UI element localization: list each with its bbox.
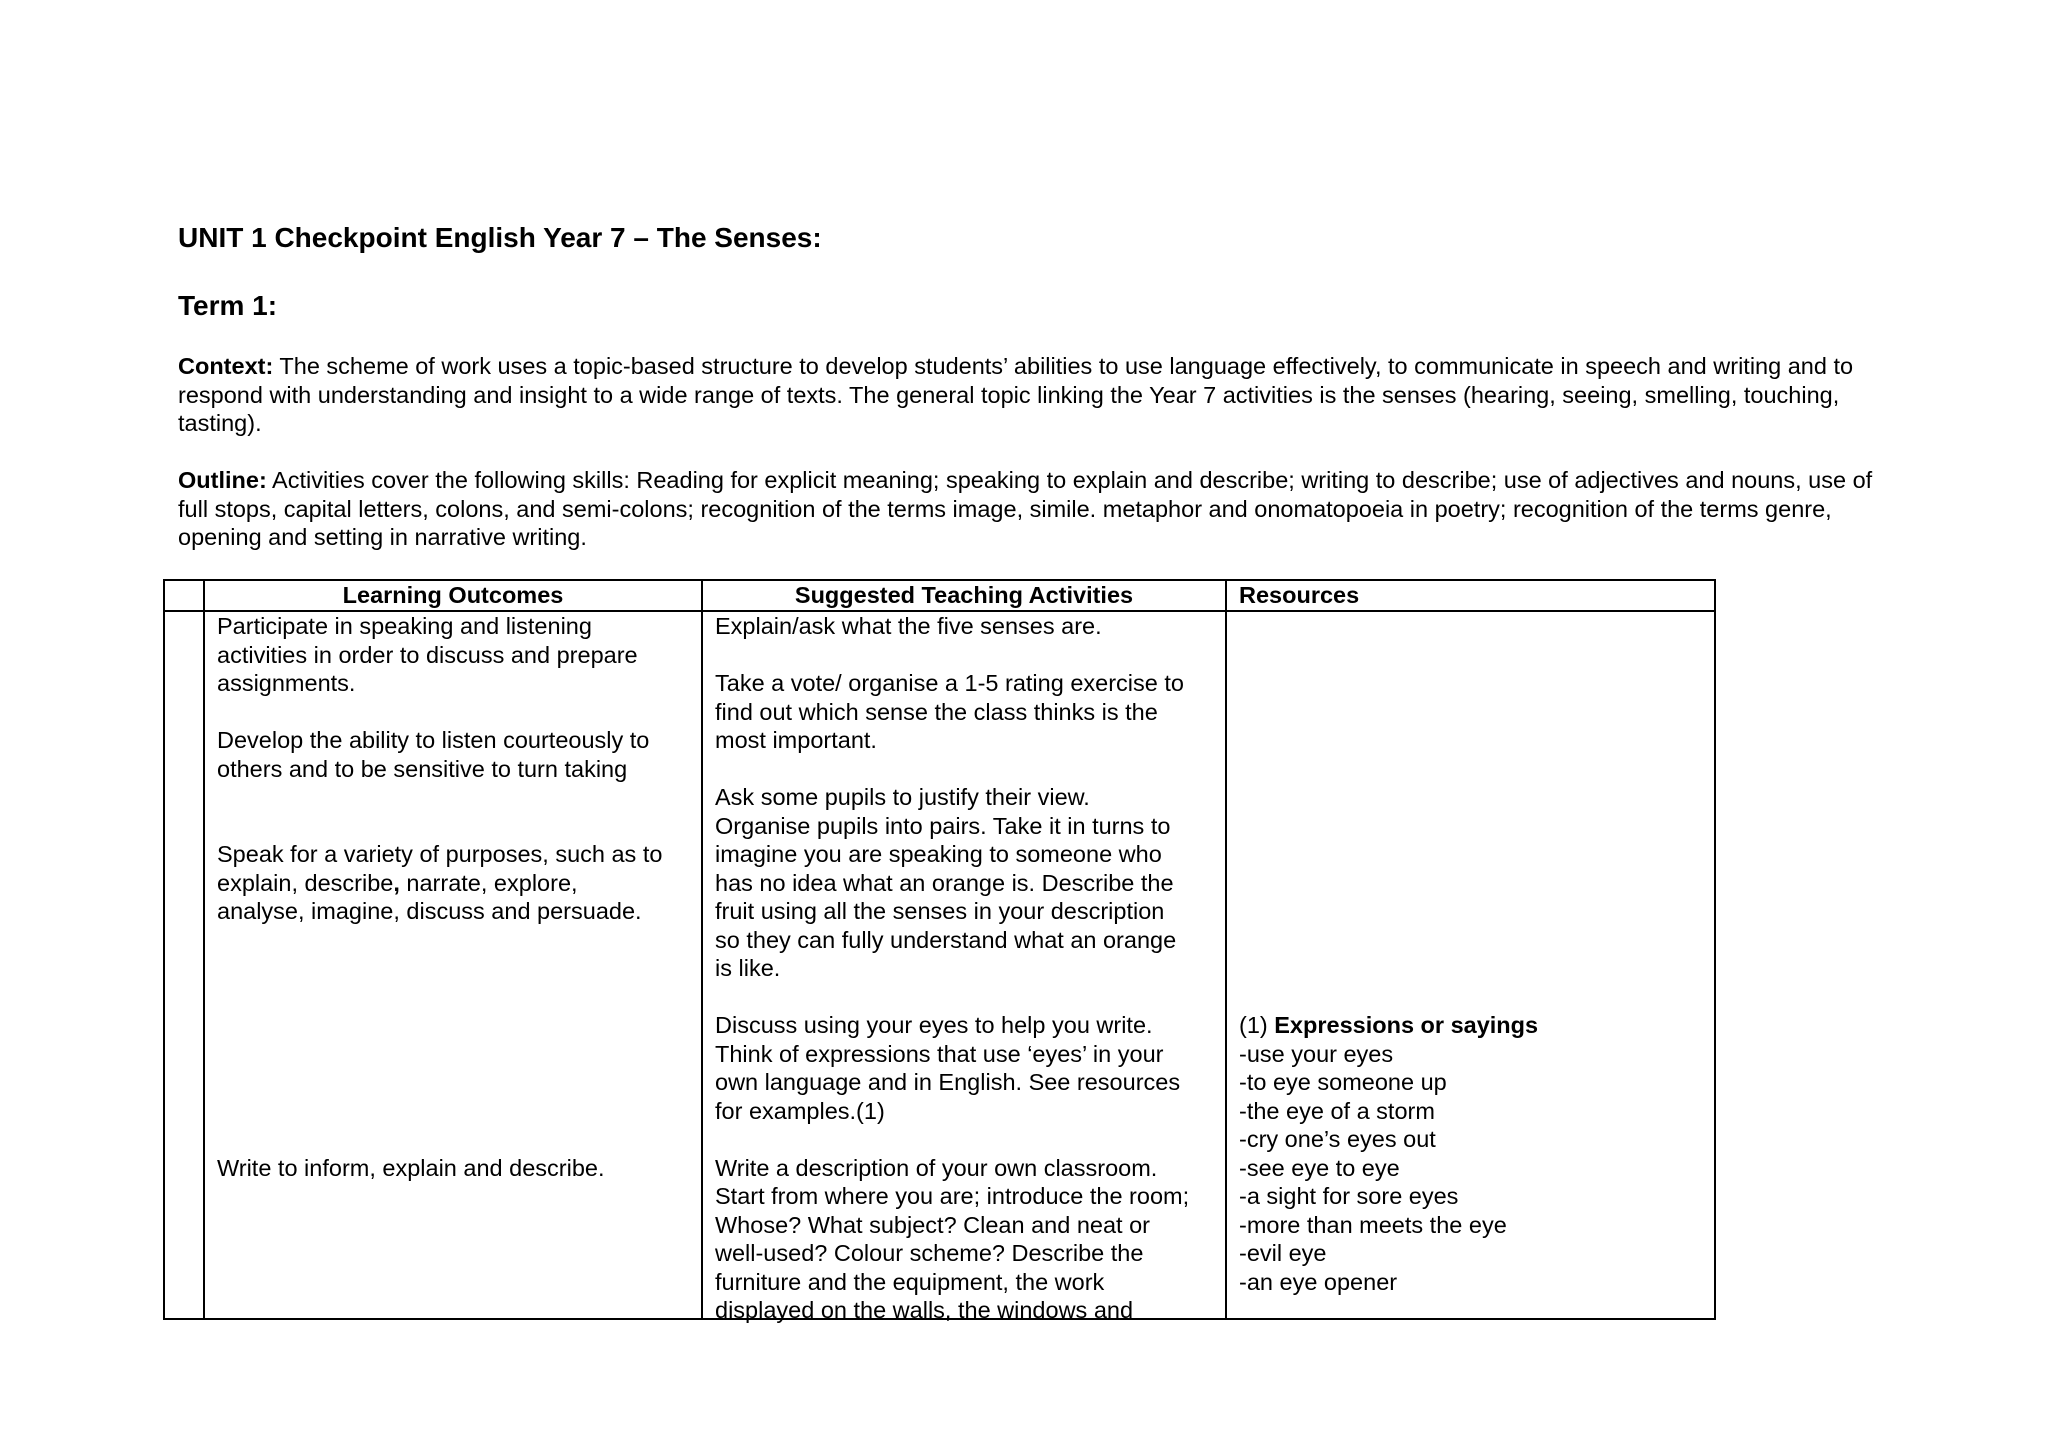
activity-line: well-used? Colour scheme? Describe the — [715, 1240, 1144, 1266]
activity-line: Think of expressions that use ‘eyes’ in your — [715, 1040, 1164, 1067]
resource-item: -evil eye — [1239, 1240, 1327, 1266]
outcome-line: explain, describe, narrate, explore, — [217, 869, 578, 896]
outline-paragraph — [178, 466, 1898, 552]
activity-line: Organise pupils into pairs. Take it in turns to — [715, 812, 1171, 839]
outline-label: Outline: — [178, 467, 267, 493]
activity-line: most important. — [715, 727, 877, 753]
activity-line: furniture and the equipment, the work — [715, 1268, 1105, 1295]
outcome-line: analyse, imagine, discuss and persuade. — [217, 898, 642, 924]
term-heading: Term 1: — [178, 290, 278, 321]
activity-line: so they can fully understand what an orange — [715, 926, 1177, 953]
resources-cell — [1239, 612, 1709, 1296]
activity-line: Ask some pupils to justify their view. — [715, 784, 1090, 810]
activity-line: Take a vote/ organise a 1-5 rating exercise to — [715, 670, 1184, 696]
activity-line: fruit using all the senses in your description — [715, 898, 1165, 924]
activity-line: Write a description of your own classroom. — [715, 1154, 1158, 1181]
outcome-line: Speak for a variety of purposes, such as to — [217, 841, 663, 867]
outcome-line: Develop the ability to listen courteously to — [217, 727, 650, 753]
resource-item: -cry one’s eyes out — [1239, 1126, 1436, 1152]
activity-line: find out which sense the class thinks is the — [715, 698, 1158, 725]
header-teaching-activities: Suggested Teaching Activities — [794, 582, 1134, 608]
activity-line: Explain/ask what the five senses are. — [715, 613, 1102, 639]
scheme-table — [163, 579, 1716, 1323]
resource-item: -use your eyes — [1239, 1040, 1394, 1067]
activity-line: Start from where you are; introduce the room; — [715, 1183, 1190, 1209]
resource-item: -to eye someone up — [1239, 1069, 1447, 1095]
header-learning-outcomes: Learning Outcomes — [342, 582, 564, 608]
document-title: UNIT 1 Checkpoint English Year 7 – The Senses: — [178, 222, 822, 253]
activity-line: imagine you are speaking to someone who — [715, 841, 1162, 867]
outcome-line: Write to inform, explain and describe. — [217, 1154, 605, 1181]
teaching-activities-cell — [715, 612, 1221, 1325]
outcome-line: Participate in speaking and listening — [217, 613, 592, 639]
context-paragraph — [178, 352, 1898, 438]
activity-line: Discuss using your eyes to help you write. — [715, 1012, 1153, 1038]
resource-item: -more than meets the eye — [1239, 1211, 1507, 1238]
column-divider — [1225, 581, 1227, 1318]
column-divider — [203, 581, 205, 1318]
activity-line: is like. — [715, 955, 781, 981]
resources-heading: (1) Expressions or sayings — [1239, 1012, 1539, 1038]
learning-outcomes-cell — [217, 612, 697, 1182]
outline-text: Activities cover the following skills: Reading for explicit meaning; speaking to explain and describe; writing to describe; use of adjectives and nouns, use of full stops, capital letters, colons, and semi-colons; recognition of the terms image, simile. metaphor and onomatopoeia in poetry; recognition of the terms genre, opening and setting in narrative writing. — [178, 467, 1873, 550]
resource-item: -see eye to eye — [1239, 1154, 1400, 1181]
activity-line: for examples.(1) — [715, 1097, 885, 1124]
outcome-line: assignments. — [217, 670, 356, 696]
resource-item: -the eye of a storm — [1239, 1097, 1435, 1124]
context-label: Context: — [178, 353, 274, 379]
header-resources: Resources — [1239, 582, 1360, 608]
outcome-line: activities in order to discuss and prepare — [217, 641, 638, 668]
outcome-line: others and to be sensitive to turn taking — [217, 755, 628, 782]
resource-item: -an eye opener — [1239, 1268, 1398, 1295]
context-text: The scheme of work uses a topic-based structure to develop students’ abilities to use language effectively, to communicate in speech and writing and to respond with understanding and insight to a wide range of texts. The general topic linking the Year 7 activities is the senses (hearing, seeing, smelling, touching, tasting). — [178, 353, 1854, 436]
activity-line: has no idea what an orange is. Describe the — [715, 869, 1174, 896]
resource-item: -a sight for sore eyes — [1239, 1183, 1459, 1209]
column-divider — [701, 581, 703, 1318]
activity-line: Whose? What subject? Clean and neat or — [715, 1211, 1151, 1238]
activity-line: own language and in English. See resources — [715, 1069, 1181, 1095]
activity-line: displayed on the walls, the windows and — [715, 1297, 1134, 1323]
